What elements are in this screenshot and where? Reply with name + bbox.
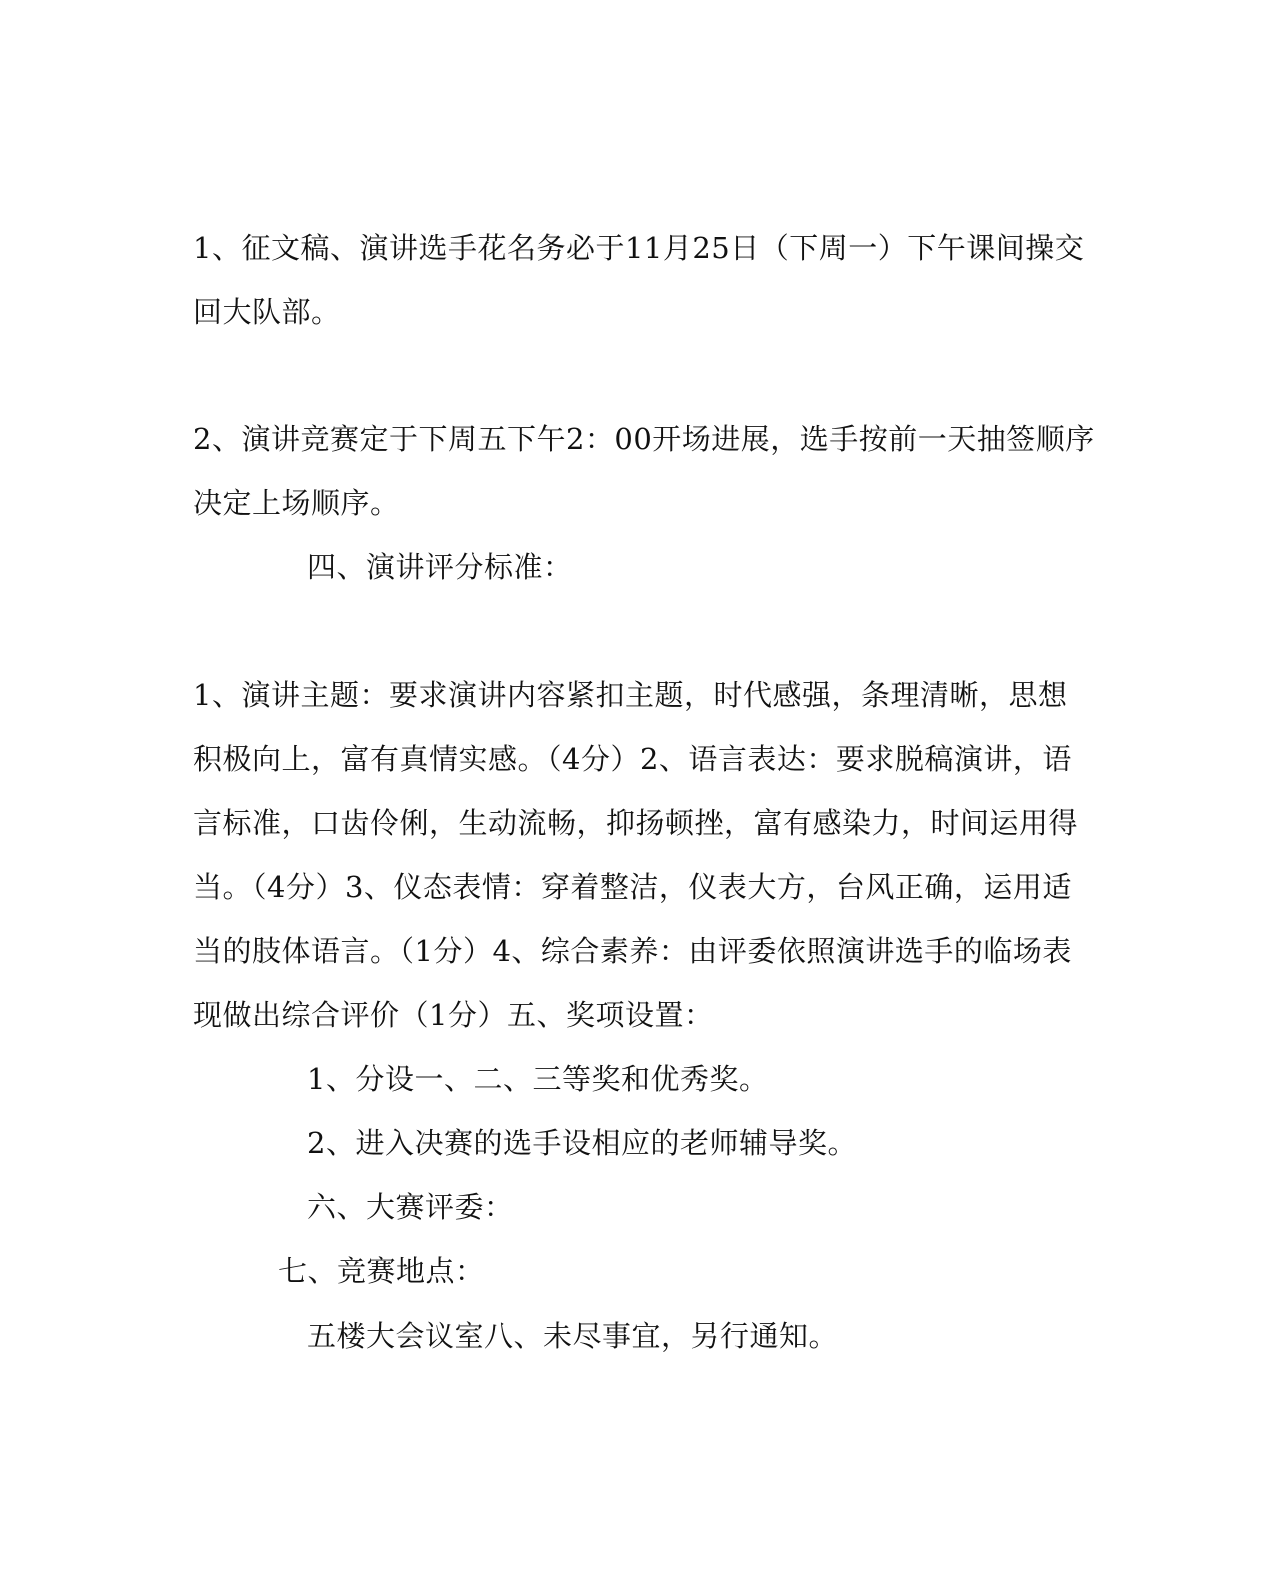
- paragraph-line-8: 当。（4分）3、仪态表情：穿着整洁，仪表大方，台风正确，运用适: [193, 870, 1072, 904]
- paragraph-line-4: 决定上场顺序。: [193, 486, 400, 520]
- section-heading-venue: 七、竞赛地点：: [278, 1254, 485, 1288]
- paragraph-line-1: 1、征文稿、演讲选手花名务必于11月25日（下周一）下午课间操交: [193, 231, 1085, 265]
- venue-line: 五楼大会议室八、未尽事宜，另行通知。: [307, 1319, 839, 1353]
- paragraph-line-9: 当的肢体语言。（1分）4、综合素养：由评委依照演讲选手的临场表: [193, 934, 1072, 968]
- paragraph-line-7: 言标准，口齿伶俐，生动流畅，抑扬顿挫，富有感染力，时间运用得: [193, 806, 1079, 840]
- section-heading-judges: 六、大赛评委：: [307, 1190, 514, 1224]
- paragraph-line-3: 2、演讲竞赛定于下周五下午2：00开场进展，选手按前一天抽签顺序: [193, 422, 1095, 456]
- paragraph-line-2: 回大队部。: [193, 295, 341, 329]
- paragraph-line-10: 现做出综合评价（1分）五、奖项设置：: [193, 998, 714, 1032]
- paragraph-line-6: 积极向上，富有真情实感。（4分）2、语言表达：要求脱稿演讲，语: [193, 742, 1072, 776]
- section-heading-scoring: 四、演讲评分标准：: [307, 550, 573, 584]
- award-item-1: 1、分设一、二、三等奖和优秀奖。: [307, 1062, 769, 1096]
- award-item-2: 2、进入决赛的选手设相应的老师辅导奖。: [307, 1126, 857, 1160]
- paragraph-line-5: 1、演讲主题：要求演讲内容紧扣主题，时代感强，条理清晰，思想: [193, 678, 1068, 712]
